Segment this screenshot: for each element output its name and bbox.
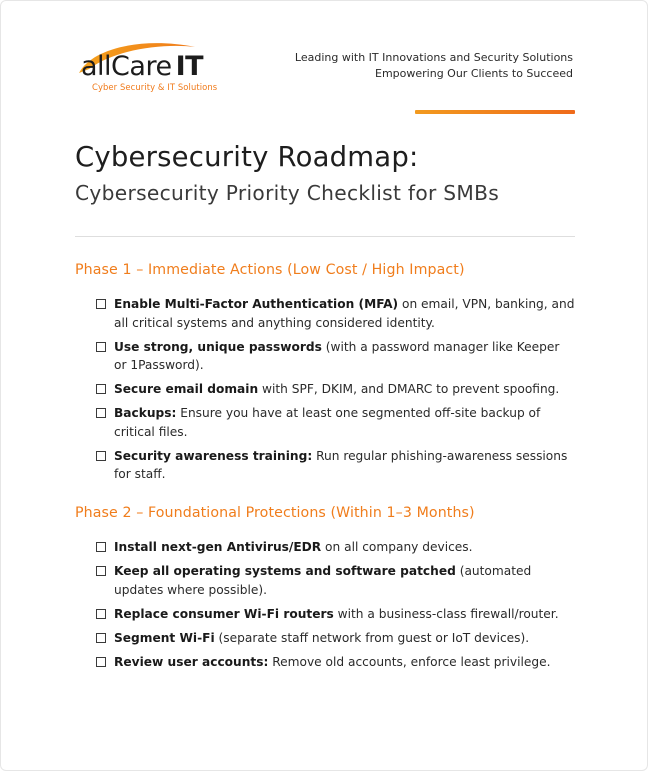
- item-text: Run regular phishing-awareness sessions for staff.: [114, 448, 568, 481]
- checkbox-icon[interactable]: [96, 609, 106, 619]
- checklist-item: [95, 404, 575, 441]
- item-text: with SPF, DKIM, and DMARC to prevent spoofing.: [258, 382, 560, 396]
- checkbox-icon[interactable]: [96, 384, 106, 394]
- item-bold-text: Keep all operating systems and software patched: [114, 564, 456, 578]
- logo-name-light: allCare: [81, 51, 172, 82]
- page-subtitle: Cybersecurity Priority Checklist for SMBs: [75, 181, 500, 205]
- item-text: (separate staff network from guest or IoT devices).: [214, 630, 530, 645]
- item-bold-text: Secure email domain: [114, 382, 259, 396]
- checkbox-icon[interactable]: [96, 566, 106, 576]
- checklist-item: [95, 295, 575, 332]
- item-text: on email, VPN, banking, and all critical systems and anything considered identity.: [114, 297, 575, 330]
- item-bold-text: Segment Wi-Fi: [114, 630, 215, 645]
- checkbox-icon[interactable]: [96, 299, 106, 309]
- item-text: (with a password manager like Keeper or 1Password).: [114, 339, 560, 372]
- section-divider: [75, 236, 575, 237]
- checklist-item: [95, 380, 575, 399]
- phase-1-heading: Phase 1 – Immediate Actions (Low Cost / High Impact): [75, 262, 465, 278]
- item-bold-text: Install next-gen Antivirus/EDR: [114, 540, 322, 554]
- logo-tagline: Cyber Security & IT Solutions: [92, 82, 218, 92]
- phase-1-checklist: [95, 295, 575, 489]
- item-bold-text: Backups:: [114, 406, 177, 420]
- logo-name-bold: IT: [175, 51, 204, 82]
- checklist-item: [95, 562, 575, 599]
- item-bold-text: Review user accounts:: [114, 654, 269, 669]
- header-accent-rule: [415, 110, 575, 114]
- item-text: with a business-class firewall/router.: [333, 606, 559, 621]
- checkbox-icon[interactable]: [96, 408, 106, 418]
- item-bold-text: Security awareness training:: [114, 448, 313, 463]
- item-text: (automated updates where possible).: [114, 564, 532, 597]
- checkbox-icon[interactable]: [96, 451, 106, 461]
- item-bold-text: Use strong, unique passwords: [114, 339, 322, 354]
- header-tagline: [295, 50, 573, 82]
- checklist-item: [95, 447, 575, 484]
- checklist-item: [95, 629, 575, 648]
- logo-wordmark: [81, 51, 203, 83]
- tagline-line-1: Leading with IT Innovations and Security Solutions: [294, 51, 573, 64]
- tagline-line-2: Empowering Our Clients to Succeed: [375, 67, 573, 80]
- checkbox-icon[interactable]: [96, 657, 106, 667]
- checkbox-icon[interactable]: [96, 542, 106, 552]
- item-bold-text: Replace consumer Wi-Fi routers: [114, 606, 334, 621]
- item-text: Remove old accounts, enforce least privilege.: [268, 654, 551, 669]
- checkbox-icon[interactable]: [96, 342, 106, 352]
- page-title: Cybersecurity Roadmap:: [75, 141, 419, 173]
- checklist-item: [95, 338, 575, 375]
- item-text: on all company devices.: [321, 540, 473, 554]
- checklist-item: [95, 538, 575, 557]
- phase-2-checklist: [95, 538, 575, 677]
- item-text: Ensure you have at least one segmented off-site backup of critical files.: [114, 406, 541, 439]
- company-logo: [75, 39, 225, 95]
- checkbox-icon[interactable]: [96, 633, 106, 643]
- phase-2-heading: Phase 2 – Foundational Protections (Within 1–3 Months): [75, 505, 475, 521]
- item-bold-text: Enable Multi-Factor Authentication (MFA): [114, 297, 399, 311]
- checklist-item: [95, 653, 575, 672]
- checklist-item: [95, 605, 575, 624]
